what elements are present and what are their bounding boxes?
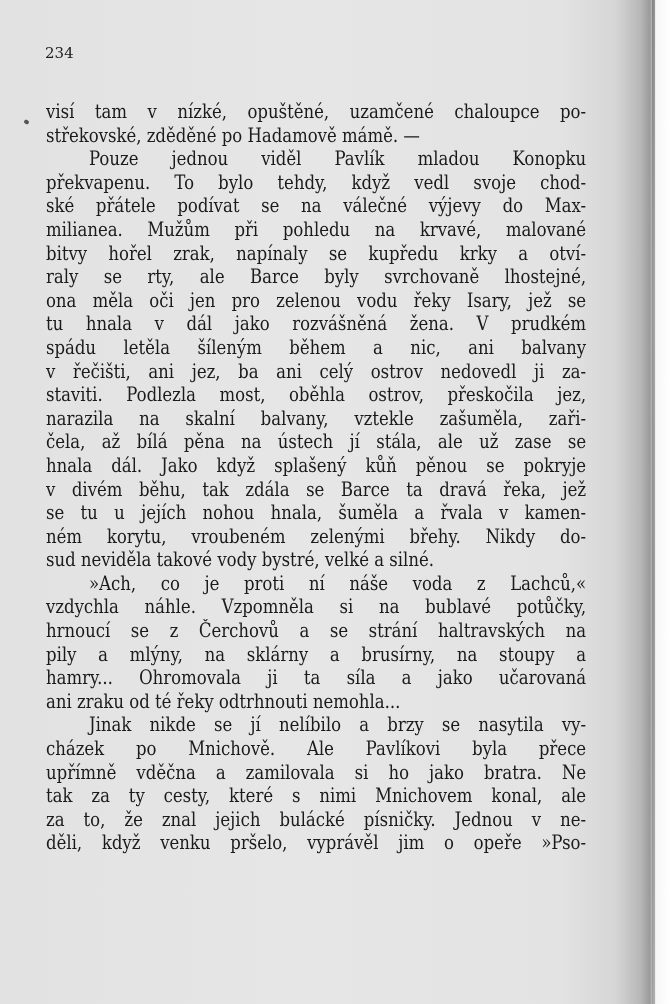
text-line: děli, když venku pršelo, vyprávěl jim o opeře »Pso- <box>46 831 587 855</box>
ink-speck <box>23 119 29 125</box>
text-line: v divém běhu, tak zdála se Barce ta dravá řeka, jež <box>46 477 587 501</box>
text-line: Pouze jednou viděl Pavlík mladou Konopku <box>89 147 587 171</box>
text-line: cházek po Mnichově. Ale Pavlíkovi byla přece <box>46 737 587 761</box>
text-line: čela, až bílá pěna na ústech jí stála, ale už zase se <box>46 430 587 454</box>
text-line: tu hnala v dál jako rozvášněná žena. V prudkém <box>46 312 587 336</box>
text-line: upřímně vděčna a zamilovala si ho jako bratra. Ne <box>46 760 587 784</box>
text-line: narazila na skalní balvany, vztekle zašuměla, zaři- <box>46 406 587 430</box>
text-line: ani zraku od té řeky odtrhnouti nemohla... <box>46 689 401 713</box>
text-line: visí tam v nízké, opuštěné, uzamčené chaloupce po- <box>46 100 587 123</box>
text-line: staviti. Podlezla most, oběhla ostrov, přeskočila jez, <box>46 383 587 407</box>
text-line: »Ach, co je proti ní náše voda z Lachců,« <box>89 571 587 595</box>
text-line: milianea. Mužům při pohledu na krvavé, malované <box>46 217 587 241</box>
text-line: Jinak nikde se jí nelíbilo a brzy se nasytila vy- <box>89 713 587 737</box>
text-line: ném korytu, vroubeném zelenými břehy. Nikdy do- <box>46 524 587 548</box>
text-line: se tu u jejích nohou hnala, šuměla a řvala v kamen- <box>46 501 587 525</box>
text-line: spádu letěla šíleným během a nic, ani balvany <box>46 335 587 359</box>
text-line: střekovské, zděděné po Hadamově mámě. — <box>46 123 420 147</box>
text-line: raly se rty, ale Barce byly svrchovaně lhostejné, <box>46 265 587 289</box>
text-line: za to, že znal jejich bulácké písničky. Jednou v ne- <box>46 807 587 831</box>
text-line: ské přátele podívat se na válečné výjevy do Max- <box>46 194 587 218</box>
text-line: překvapenu. To bylo tehdy, když vedl svoje chod- <box>46 170 587 194</box>
page-number: 234 <box>45 44 74 62</box>
text-line: vzdychla náhle. Vzpomněla si na bublavé potůčky, <box>46 595 587 619</box>
text-line: ona měla oči jen pro zelenou vodu řeky Isary, jež se <box>46 288 587 312</box>
text-line: v řečišti, ani jez, ba ani celý ostrov nedovedl ji za- <box>46 359 587 383</box>
text-line: hamry... Ohromovala ji ta síla a jako učarovaná <box>46 666 587 690</box>
text-line: hrnoucí se z Čerchovů a se strání haltravských na <box>46 619 587 643</box>
page-edge-shadow <box>652 0 655 1004</box>
text-line: pily a mlýny, na sklárny a brusírny, na stoupy a <box>46 642 587 666</box>
body-text <box>46 100 586 855</box>
text-line: hnala dál. Jako když splašený kůň pěnou se pokryje <box>46 453 587 477</box>
text-line: tak za ty cesty, které s nimi Mnichovem konal, ale <box>46 784 587 808</box>
text-line: sud neviděla takové vody bystré, velké a silné. <box>46 548 434 572</box>
text-line: bitvy hořel zrak, napínaly se kupředu krky a otví- <box>46 241 587 265</box>
